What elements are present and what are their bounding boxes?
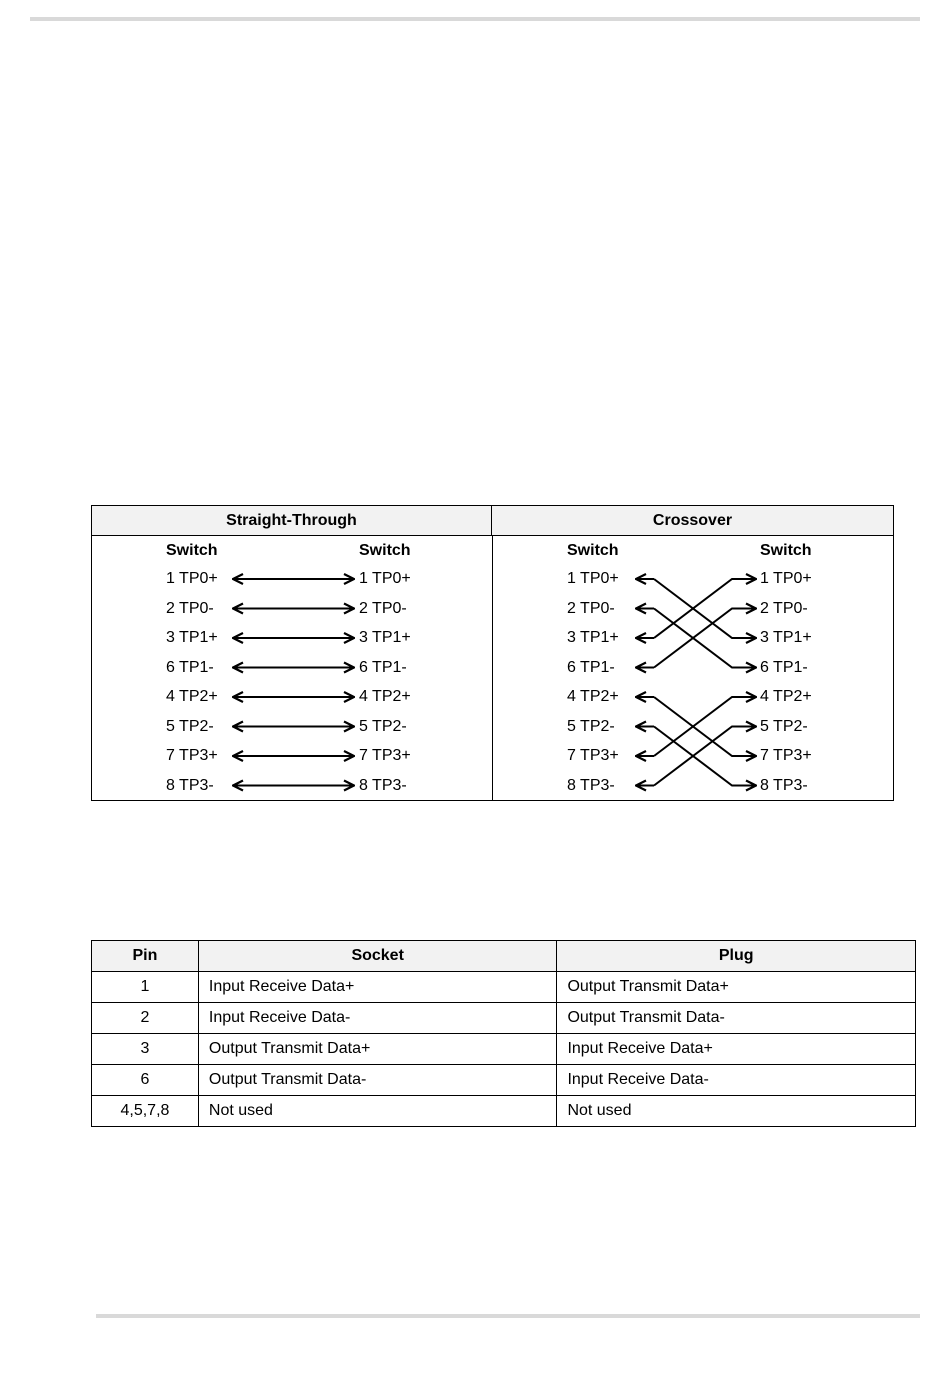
straight-left-pin: 3 TP1+ (166, 629, 218, 646)
straight-left-pin: 2 TP0- (166, 599, 214, 617)
straight-right-pin: 4 TP2+ (359, 688, 411, 705)
crossover-left-pin: 4 TP2+ (567, 688, 619, 705)
crossover-right-pin: 6 TP1- (760, 658, 808, 676)
pin-cell: 3 (92, 1034, 199, 1065)
crossover-right-switch-label: Switch (760, 542, 812, 559)
socket-cell: Output Transmit Data- (198, 1065, 557, 1096)
wiring-diagram (91, 505, 894, 801)
straight-right-pin: 1 TP0+ (359, 570, 411, 587)
crossover-left-pin: 7 TP3+ (567, 747, 619, 764)
footer-rule (96, 1314, 920, 1318)
crossover-left-pin: 6 TP1- (567, 658, 615, 676)
table-row (92, 1034, 916, 1065)
crossover-left-pin: 8 TP3- (567, 776, 615, 794)
crossover-left-switch-label: Switch (567, 542, 619, 559)
socket-cell: Input Receive Data+ (198, 972, 557, 1003)
crossover-right-pin: 5 TP2- (760, 717, 808, 735)
pin-cell: 1 (92, 972, 199, 1003)
plug-cell: Output Transmit Data- (557, 1003, 916, 1034)
plug-cell: Input Receive Data+ (557, 1034, 916, 1065)
crossover-right-pin: 2 TP0- (760, 599, 808, 617)
crossover-header: Crossover (492, 506, 893, 536)
plug-cell: Input Receive Data- (557, 1065, 916, 1096)
pin-cell: 2 (92, 1003, 199, 1034)
straight-right-pin: 8 TP3- (359, 776, 407, 794)
straight-through-header: Straight-Through (92, 506, 492, 536)
table-row (92, 1065, 916, 1096)
straight-right-pin: 3 TP1+ (359, 629, 411, 646)
crossover-left-pin: 2 TP0- (567, 599, 615, 617)
straight-left-pin: 5 TP2- (166, 717, 214, 735)
straight-right-pin: 2 TP0- (359, 599, 407, 617)
pin-cell: 6 (92, 1065, 199, 1096)
crossover-right-pin: 3 TP1+ (760, 629, 812, 646)
socket-cell: Output Transmit Data+ (198, 1034, 557, 1065)
plug-cell: Not used (557, 1096, 916, 1127)
crossover-right-pin: 8 TP3- (760, 776, 808, 794)
pin-assignment-table (91, 940, 916, 1127)
plug-cell: Output Transmit Data+ (557, 972, 916, 1003)
plug-column-header: Plug (557, 941, 916, 972)
crossover-right-pin: 1 TP0+ (760, 570, 812, 587)
straight-left-pin: 6 TP1- (166, 658, 214, 676)
straight-right-pin: 6 TP1- (359, 658, 407, 676)
pin-column-header: Pin (92, 941, 199, 972)
socket-column-header: Socket (198, 941, 557, 972)
socket-cell: Not used (198, 1096, 557, 1127)
straight-left-pin: 8 TP3- (166, 776, 214, 794)
straight-left-pin: 1 TP0+ (166, 570, 218, 587)
straight-right-pin: 7 TP3+ (359, 747, 411, 764)
crossover-left-pin: 3 TP1+ (567, 629, 619, 646)
crossover-right-pin: 7 TP3+ (760, 747, 812, 764)
crossover-right-pin: 4 TP2+ (760, 688, 812, 705)
socket-cell: Input Receive Data- (198, 1003, 557, 1034)
table-row (92, 1096, 916, 1127)
straight-right-switch-label: Switch (359, 542, 411, 559)
straight-right-pin: 5 TP2- (359, 717, 407, 735)
table-row (92, 972, 916, 1003)
table-row (92, 1003, 916, 1034)
header-rule (30, 17, 920, 21)
straight-left-switch-label: Switch (166, 542, 218, 559)
table-header-row (92, 941, 916, 972)
crossover-left-pin: 5 TP2- (567, 717, 615, 735)
straight-left-pin: 7 TP3+ (166, 747, 218, 764)
crossover-left-pin: 1 TP0+ (567, 570, 619, 587)
straight-left-pin: 4 TP2+ (166, 688, 218, 705)
pin-cell: 4,5,7,8 (92, 1096, 199, 1127)
